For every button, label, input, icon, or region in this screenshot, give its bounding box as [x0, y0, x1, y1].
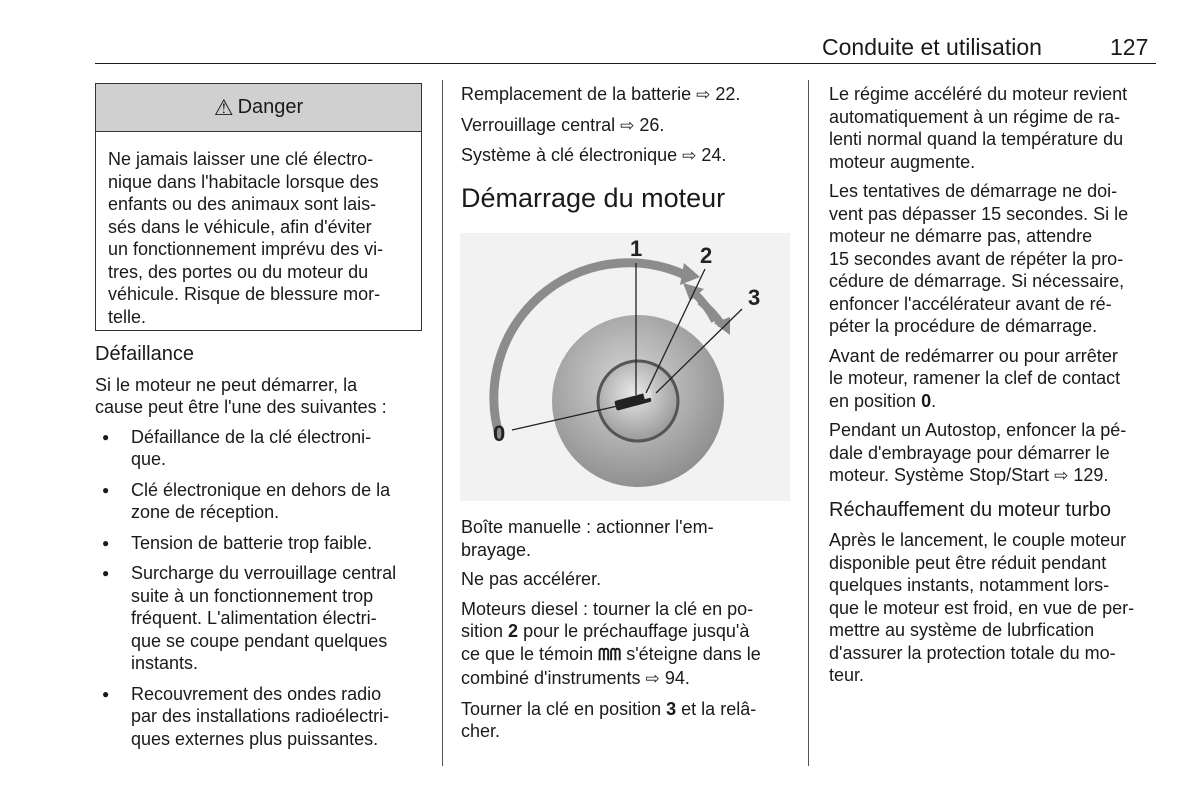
paragraph: Ne pas accélérer. [461, 569, 602, 589]
arrow-right-icon: ⇨ [620, 115, 635, 135]
list-item: ● Clé électronique en dehors de la zone de réception. [95, 479, 430, 524]
danger-header [96, 84, 421, 132]
cause-list [95, 426, 430, 751]
arrow-right-icon: ⇨ [645, 669, 660, 688]
column-1 [95, 343, 430, 758]
danger-line: un fonctionnement imprévu des vi- [108, 239, 384, 259]
page-reference[interactable]: 129. [1073, 465, 1109, 485]
danger-line: telle. [108, 306, 147, 327]
page-number: 127 [1110, 34, 1149, 60]
warning-icon: ⚠ [213, 94, 234, 120]
arrow-right-icon: ⇨ [682, 146, 697, 165]
column-divider-2 [808, 80, 809, 766]
danger-line: enfants ou des animaux sont lais- [108, 194, 377, 214]
column-2-body [461, 516, 796, 750]
paragraph: Pendant un Autostop, enfoncer la pé- dale d'embrayage pour démarrer le moteur. Système Stop/Start ⇨ 129. [829, 420, 1127, 485]
arrow-right-icon: ⇨ [1054, 466, 1069, 485]
danger-line: nique dans l'habitacle lorsque des [108, 171, 379, 192]
list-item: ● Tension de batterie trop faible. [95, 532, 430, 555]
position-label-3: 3 [748, 285, 761, 310]
column-divider-1 [442, 80, 443, 766]
cross-reference[interactable]: Verrouillage central ⇨ 26. [461, 114, 665, 135]
list-item: ● Recouvrement des ondes radio par des installations radioélectri- ques externes plus puissantes. [95, 683, 430, 751]
paragraph: Avant de redémarrer ou pour arrêter le moteur, ramener la clef de contact en position 0. [829, 345, 1121, 411]
section-heading-demarrage: Démarrage du moteur [461, 182, 726, 213]
cross-reference[interactable]: Système à clé électronique ⇨ 24. [461, 145, 727, 165]
danger-line: sés dans le véhicule, afin d'éviter [108, 216, 372, 237]
section-heading-turbo: Réchauffement du moteur turbo [829, 498, 1112, 521]
paragraph: Moteurs diesel : tourner la clé en po- sition 2 pour le préchauffage jusqu'à ce que le témoin ᗰᗰ s'éteigne dans le combiné d'instruments ⇨ 94. [461, 598, 761, 688]
paragraph: Boîte manuelle : actionner l'em- brayage. [461, 517, 714, 560]
danger-box [95, 83, 422, 331]
position-label-0: 0 [493, 421, 506, 446]
position-label-1: 1 [630, 236, 643, 261]
column-3 [829, 83, 1164, 694]
position-label-2: 2 [700, 243, 713, 268]
glow-plug-icon: ᗰᗰ [598, 646, 622, 664]
danger-line: Ne jamais laisser une clé électro- [108, 149, 374, 169]
paragraph: Le régime accéléré du moteur revient automatiquement à un régime de ra- lenti normal quand la température du moteur augmente. [829, 84, 1128, 172]
danger-line: véhicule. Risque de blessure mor- [108, 284, 381, 304]
paragraph: Les tentatives de démarrage ne doi- vent pas dépasser 15 secondes. Si le moteur ne démarre pas, attendre 15 secondes avant de répéter la pro- cédure de démarrage. Si nécessaire, enfoncer l'accélérateur avant de ré- péter la procédure de démarrage. [829, 181, 1129, 336]
column-2 [461, 83, 796, 213]
intro-paragraph: Si le moteur ne peut démarrer, la cause peut être l'une des suivantes : [95, 374, 387, 417]
danger-text [96, 132, 421, 328]
paragraph: Après le lancement, le couple moteur disponible peut être réduit pendant quelques instants, notamment lors- que le moteur est froid, en vue de per- mettre au système de lubrfication d'assurer la protection totale du mo- teur. [829, 530, 1135, 685]
section-heading-defaillance: Défaillance [95, 343, 194, 365]
page-reference[interactable]: 94. [664, 668, 690, 688]
list-item: ● Défaillance de la clé électroni- que. [95, 426, 430, 471]
arrow-right-icon: ⇨ [696, 85, 711, 104]
danger-title: Danger [237, 96, 304, 118]
danger-line: tres, des portes ou du moteur du [108, 261, 369, 282]
cross-reference[interactable]: Remplacement de la batterie ⇨ 22. [461, 84, 741, 104]
list-item: ● Surcharge du verrouillage central suite à un fonctionnement trop fréquent. L'alimentation électri- que se coupe pendant quelques instants. [95, 562, 430, 675]
ignition-switch-figure [460, 233, 790, 501]
paragraph: Tourner la clé en position 3 et la relâ- cher. [461, 698, 757, 741]
header-rule [95, 63, 1156, 64]
running-header-title: Conduite et utilisation [822, 34, 1042, 60]
